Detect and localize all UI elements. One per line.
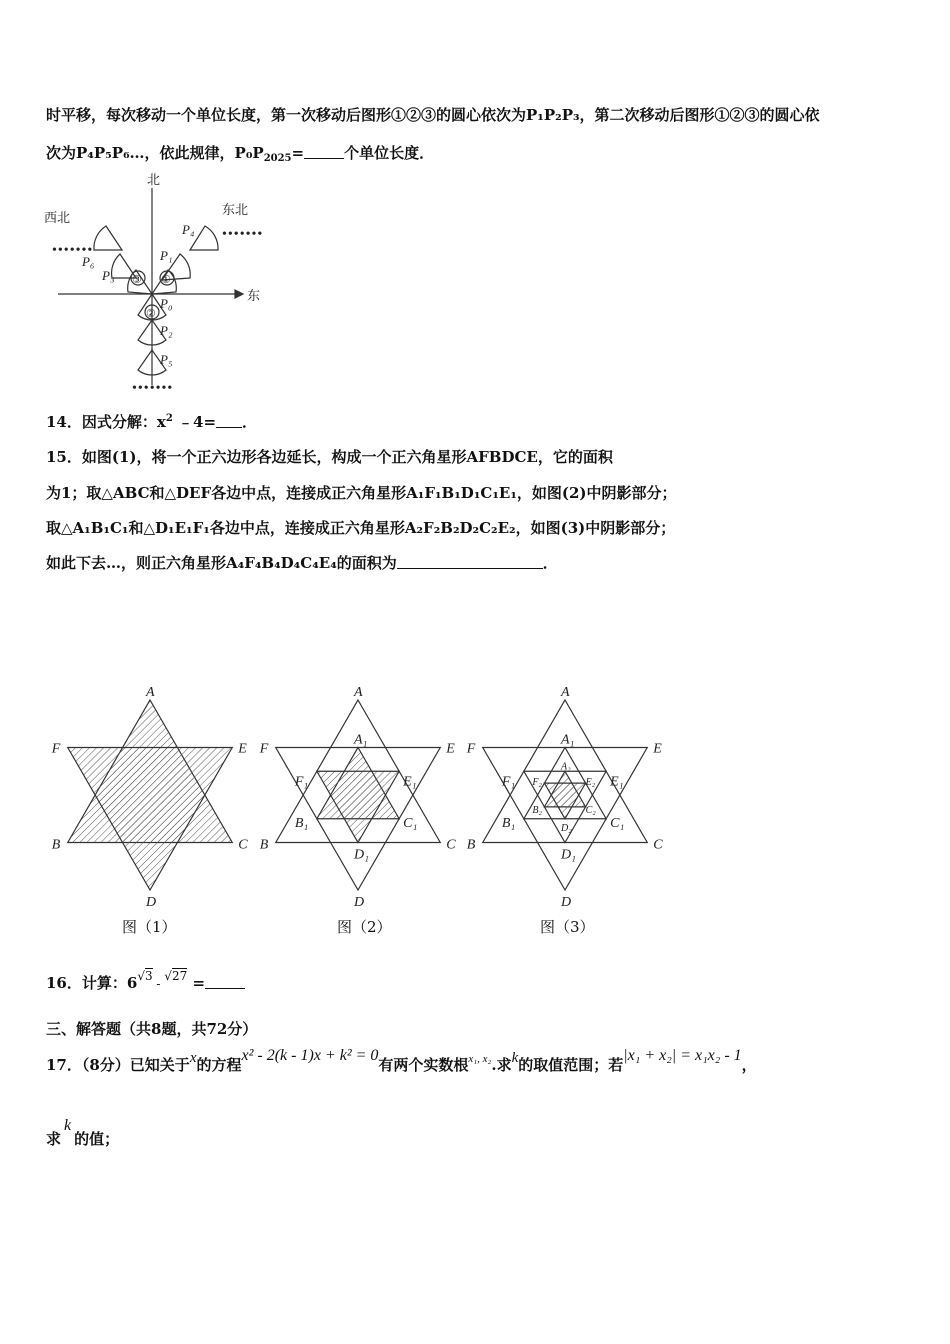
fig3-mid-label-5: F₁ — [501, 774, 516, 790]
answer-blank[interactable] — [397, 556, 543, 569]
fig1-label-1: E — [238, 741, 247, 757]
fig1-label-3: D — [146, 895, 157, 910]
q16: 16．计算：$6^{√3} - ^{√27}$ = — [46, 972, 245, 993]
fig3-label-4: B — [466, 837, 476, 853]
q15-line3: 取△A₁B₁C₁和△D₁E₁F₁各边中点，连接成正六角星形A₂F₂B₂D₂C₂E₂，如图(3)中阴影部分； — [46, 519, 676, 537]
svg-text:•••••••: ••••••• — [52, 243, 94, 258]
label-p2: P₂ — [160, 323, 173, 338]
label-p1: P₁ — [160, 248, 173, 263]
fig2-inner-label-4: B₁ — [294, 815, 309, 831]
fig3-mid-label-1: E₁ — [610, 774, 624, 790]
q17-line1: 17．（8分）已知关于x的方程x² - 2(k - 1)x + k² = 0有两个实数根$^{x_1, x_2}$.求k的取值范围；若|x₁ + x₂| = x₁x₂ - 1， — [46, 1047, 757, 1074]
caption-fig1: 图（1） — [122, 918, 177, 936]
fig3-inner-label-2: C₂ — [585, 804, 596, 816]
fig3-mid-label-0: A₁ — [561, 732, 575, 748]
fig2-inner-label-0: A₁ — [354, 732, 368, 748]
q17-line2: 求k的值； — [46, 1117, 120, 1148]
q15-line2: 为1；取△ABC和△DEF各边中点，连接成正六角星形A₁F₁B₁D₁C₁E₁，如图(2)中阴影部分； — [46, 484, 677, 502]
fig2-inner-label-3: D₁ — [354, 847, 369, 863]
label-p4: P₄ — [182, 222, 195, 237]
label-p3: P₃ — [102, 268, 115, 283]
east-label: 东 — [247, 288, 261, 303]
fig3-label-5: F — [466, 741, 476, 757]
fig3-label-2: C — [653, 837, 663, 853]
q15-line1: 15．如图(1)，将一个正六边形各边延长，构成一个正六角星形AFBDCE，它的面积 — [46, 448, 613, 466]
north-label: 北 — [147, 172, 161, 187]
label-circle2: ② — [146, 308, 156, 320]
fig2-inner-label-1: E₁ — [403, 774, 417, 790]
fig1-label-5: F — [51, 741, 61, 757]
q15-line4: 如此下去…，则正六角星形A₄F₄B₄D₄C₄E₄的面积为 ． — [46, 554, 558, 572]
fig3-inner-label-5: F₂ — [532, 777, 543, 789]
fig1-label-4: B — [51, 837, 61, 853]
fig1-label-2: C — [238, 837, 248, 853]
northeast-label: 东北 — [222, 202, 249, 217]
label-p5: P₅ — [160, 352, 173, 367]
q13-line1: 时平移，每次移动一个单位长度，第一次移动后图形①②③的圆心依次为P₁P₂P₃，第二次移动后图形①②③的圆心依 — [46, 106, 820, 124]
fig3-inner-label-0: A₂ — [561, 761, 571, 773]
q13-line2: 次为P₄P₅P₆…，依此规律，$P_0P_{2025}=$ 个单位长度． — [46, 144, 435, 164]
fig3-inner-label-1: E₂ — [585, 777, 596, 789]
fig3-mid-label-3: D₁ — [561, 847, 576, 863]
fig2-inner-label-5: F₁ — [294, 774, 309, 790]
answer-blank[interactable] — [304, 146, 344, 159]
fig3-label-0: A — [561, 685, 570, 700]
fig3-inner-label-3: D₂ — [561, 822, 572, 834]
label-p0: P₀ — [160, 296, 173, 311]
fig2-label-5: F — [259, 741, 269, 757]
label-p6: P₆ — [82, 254, 95, 269]
caption-fig2: 图（2） — [337, 918, 392, 936]
northwest-label: 西北 — [44, 210, 71, 225]
caption-fig3: 图（3） — [540, 918, 595, 936]
fig3-inner-label-4: B₂ — [532, 804, 543, 816]
fig2-label-2: C — [446, 837, 456, 853]
fig1-label-0: A — [146, 685, 155, 700]
label-circle3: ③ — [132, 274, 142, 286]
label-circle1: ① — [161, 274, 171, 286]
fig2-label-0: A — [354, 685, 363, 700]
answer-blank[interactable] — [205, 976, 245, 989]
fig3-label-1: E — [653, 741, 662, 757]
fig3-label-3: D — [561, 895, 572, 910]
fig3-mid-label-4: B₁ — [501, 815, 516, 831]
svg-text:•••••••: ••••••• — [222, 227, 264, 242]
section-title: 三、解答题（共8题，共72分） — [46, 1020, 258, 1038]
svg-text:•••••••: ••••••• — [132, 381, 174, 396]
fig2-label-3: D — [354, 895, 365, 910]
answer-blank[interactable] — [216, 415, 242, 428]
hexagram-figures — [51, 685, 675, 910]
fig3-mid-label-2: C₁ — [610, 815, 625, 831]
fig2-label-4: B — [259, 837, 269, 853]
q14: 14．因式分解：$x^2$ ﹣4= ． — [46, 413, 258, 431]
fig2-label-1: E — [446, 741, 455, 757]
compass-figure — [40, 170, 270, 395]
fig2-inner-label-2: C₁ — [403, 815, 418, 831]
